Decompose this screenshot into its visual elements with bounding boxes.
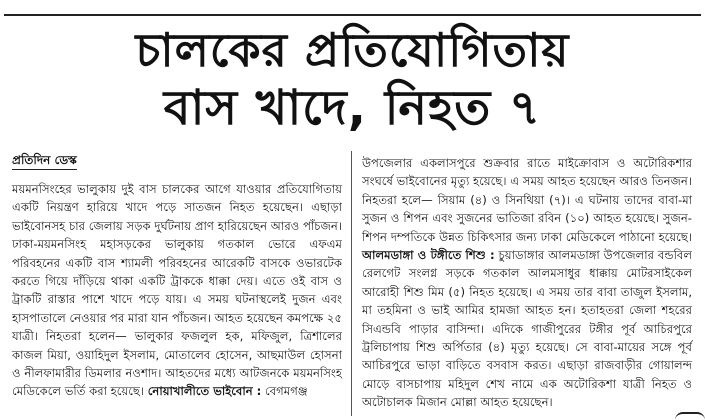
article-paragraph: [12, 180, 342, 401]
column-divider: [351, 151, 352, 416]
headline: [0, 22, 705, 138]
page-corner-ornament: [675, 412, 705, 420]
headline-line-1: চালকের প্রতিযোগিতায়: [135, 23, 570, 77]
section-subhead: নোয়াখালীতে ভাইবোন :: [147, 384, 262, 399]
headline-line-2: বাস খাদে, নিহত ৭: [163, 80, 542, 136]
article-column-right: [362, 154, 692, 412]
byline: প্রতিদিন ডেস্ক: [12, 151, 77, 170]
paragraph-text: ময়মনসিংহের ভালুকায় দুই বাস চালকের আগে যাওয়ার প্রতিযোগিতায় একটি নিয়ন্ত্রণ হারিয়ে খাদে পড়ে সাতজন নিহত হয়েছেন। এছাড়া ভাইবোনসহ চার জেলায় সড়ক দুর্ঘটনায় প্রাণ হারিয়েছেন আরও পাঁচজন। ঢাকা-ময়মনসিংহ মহাসড়কের ভালুকায় গতকাল ভোরে এফএম পরিবহনের একটি বাস শ্যামলী পরিবহনের আরেকটি বাসকে ওভারটেক করতে গিয়ে দাঁড়িয়ে থাকা একটি ট্রাককে ধাক্কা দেয়। এতে ওই বাস ও ট্রাকটি রাস্তার পাশে খাদে পড়ে যায়। এ সময় ঘটনাস্থলেই দুজন এবং হাসপাতালে নেওয়ার পর মারা যান পাঁচজন। আহত হয়েছেন কমপক্ষে ২৫ যাত্রী। নিহতরা হলেন— ভালুকার ফজলুল হক, মফিজুল, ত্রিশালের কাজল মিয়া, ওয়াহিদুল ইসলাম, মোতালেব হোসেন, আছমাউল হোসনা ও নীলফামারীর ডিমলার নওশাদ। আহতদের মধ্যে আটজনকে ময়মনসিংহ মেডিকেলে ভর্তি করা হয়েছে।: [12, 182, 342, 399]
article-paragraph: [362, 154, 692, 412]
paragraph-text: উপজেলার একলাসপুরে শুক্রবার রাতে মাইক্রোবাস ও অটোরিকশার সংঘর্ষে ভাইবোনের মৃত্যু হয়েছে। এ সময় আহত হয়েছেন আরও তিনজন। নিহতরা হলে— সিয়াম (৪) ও সিনথিয়া (৭)। এ ঘটনায় তাদের বাবা-মা সুজন ও শিপন এবং সুজনের ভাতিজা রবিন (১০) আহত হয়েছে। সুজন-শিপন দম্পতিকে উন্নত চিকিৎসার জন্য ঢাকা মেডিকেলে পাঠানো হয়েছে।: [362, 156, 692, 244]
paragraph-text: বেগমগঞ্জ: [265, 384, 308, 399]
paragraph-text: চুয়াডাঙ্গার আলমডাঙ্গা উপজেলার বন্ডবিল রেলগেট সংলগ্ন সড়কে গতকাল আলমসাধুর ধাক্কায় মোটরসাইকেল আরোহী শিশু মিম (৫) নিহত হয়েছে। এ সময় তার বাবা তাজুল ইসলাম, মা তহমিনা ও ভাই আমির হামজা আহত হন। হতাহতরা জেলা শহরের সিএন্ডবি পাড়ার বাসিন্দা। এদিকে গাজীপুরের টঙ্গীর পূর্ব আচিরপুরে ট্রলিচাপায় শিশু অর্পিতার (৪) মৃত্যু হয়েছে। সে বাবা-মায়ের সঙ্গে পূর্ব আচিরপুরে ভাড়া বাড়িতে বসবাস করত। এছাড়া রাজবাড়ীর গোয়ালন্দ মোড়ে বাসচাপায় মহিদুল শেখ নামে এক অটোরিকশা যাত্রী নিহত ও অটোচালক মিজান মোল্লা আহত হয়েছেন।: [362, 248, 693, 410]
section-subhead: আলমডাঙ্গা ও টঙ্গীতে শিশু :: [362, 248, 495, 263]
article-column-left: [12, 151, 342, 401]
top-rule: [4, 14, 701, 16]
